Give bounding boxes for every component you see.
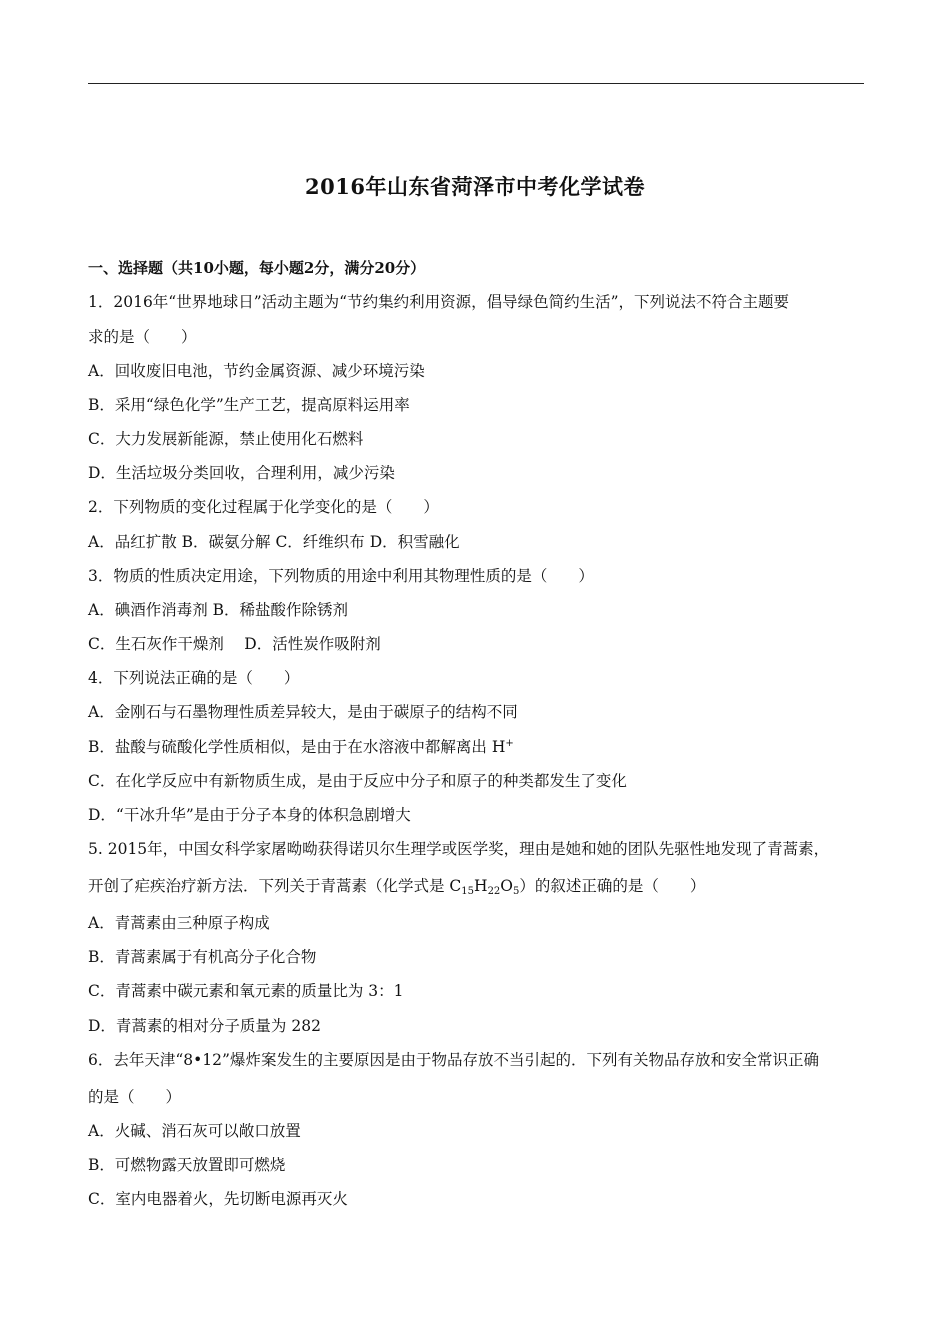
q5-option-b: B．青蒿素属于有机高分子化合物 [88,948,317,966]
q5-option-c: C．青蒿素中碳元素和氧元素的质量比为 3：1 [88,982,404,1000]
q4-option-b [88,737,868,757]
q1-stem-line2: 求的是（ ） [88,328,197,346]
q4-option-b-superscript: + [505,738,514,749]
q4-option-b-text: B．盐酸与硫酸化学性质相似，是由于在水溶液中都解离出 H [88,738,506,756]
q6-option-a: A．火碱、消石灰可以敞口放置 [88,1122,301,1140]
header-rule [88,83,864,84]
q3-options-ab: A．碘酒作消毒剂 B．稀盐酸作除锈剂 [88,601,349,619]
q5-stem-line2-post: ）的叙述正确的是（ ） [519,877,706,895]
q1-option-a: A．回收废旧电池，节约金属资源、减少环境污染 [88,362,425,380]
q2-options: A．品红扩散 B．碳氨分解 C．纤维织布 D．积雪融化 [88,533,460,551]
q1-option-b: B．采用“绿色化学”生产工艺，提高原料运用率 [88,396,410,414]
q3-options-cd: C．生石灰作干燥剂 D．活性炭作吸附剂 [88,635,381,653]
q1-option-d: D．生活垃圾分类回收，合理利用，减少污染 [88,464,395,482]
q4-option-d: D．“干冰升华”是由于分子本身的体积急剧增大 [88,806,411,824]
q5-stem-line2 [88,876,868,896]
page-title: 2016年山东省菏泽市中考化学试卷 [305,174,645,199]
q4-option-c: C．在化学反应中有新物质生成，是由于反应中分子和原子的种类都发生了变化 [88,772,627,790]
q6-option-b: B．可燃物露天放置即可燃烧 [88,1156,286,1174]
q5-option-a: A．青蒿素由三种原子构成 [88,914,270,932]
q6-option-c: C．室内电器着火，先切断电源再灭火 [88,1190,348,1208]
q4-option-a: A．金刚石与石墨物理性质差异较大，是由于碳原子的结构不同 [88,703,518,721]
q5-formula-sub-c: 15 [461,886,475,897]
q5-formula-sub-h: 22 [487,886,501,897]
q6-stem-line1: 6．去年天津“8•12”爆炸案发生的主要原因是由于物品存放不当引起的．下列有关物品存放和安全常识正确 [88,1051,819,1069]
q5-option-d: D．青蒿素的相对分子质量为 282 [88,1017,321,1035]
q3-stem: 3．物质的性质决定用途，下列物质的用途中利用其物理性质的是（ ） [88,567,594,585]
q4-stem: 4．下列说法正确的是（ ） [88,669,300,687]
q5-formula-h: H [474,877,488,895]
section-heading: 一、选择题（共10小题，每小题2分，满分20分） [88,259,426,277]
q5-stem-line2-pre: 开创了疟疾治疗新方法．下列关于青蒿素（化学式是 C [88,877,462,895]
q5-formula-o: O [500,877,514,895]
q6-stem-line2: 的是（ ） [88,1088,182,1106]
q5-formula-sub-o: 5 [513,886,520,897]
q1-stem-line1: 1．2016年“世界地球日”活动主题为“节约集约利用资源，倡导绿色简约生活”，下列说法不符合主题要 [88,293,790,311]
q1-option-c: C．大力发展新能源，禁止使用化石燃料 [88,430,364,448]
q5-stem-line1: 5. 2015年，中国女科学家屠呦呦获得诺贝尔生理学或医学奖，理由是她和她的团队先驱性地发现了青蒿素， [88,840,830,858]
q2-stem: 2．下列物质的变化过程属于化学变化的是（ ） [88,498,439,516]
